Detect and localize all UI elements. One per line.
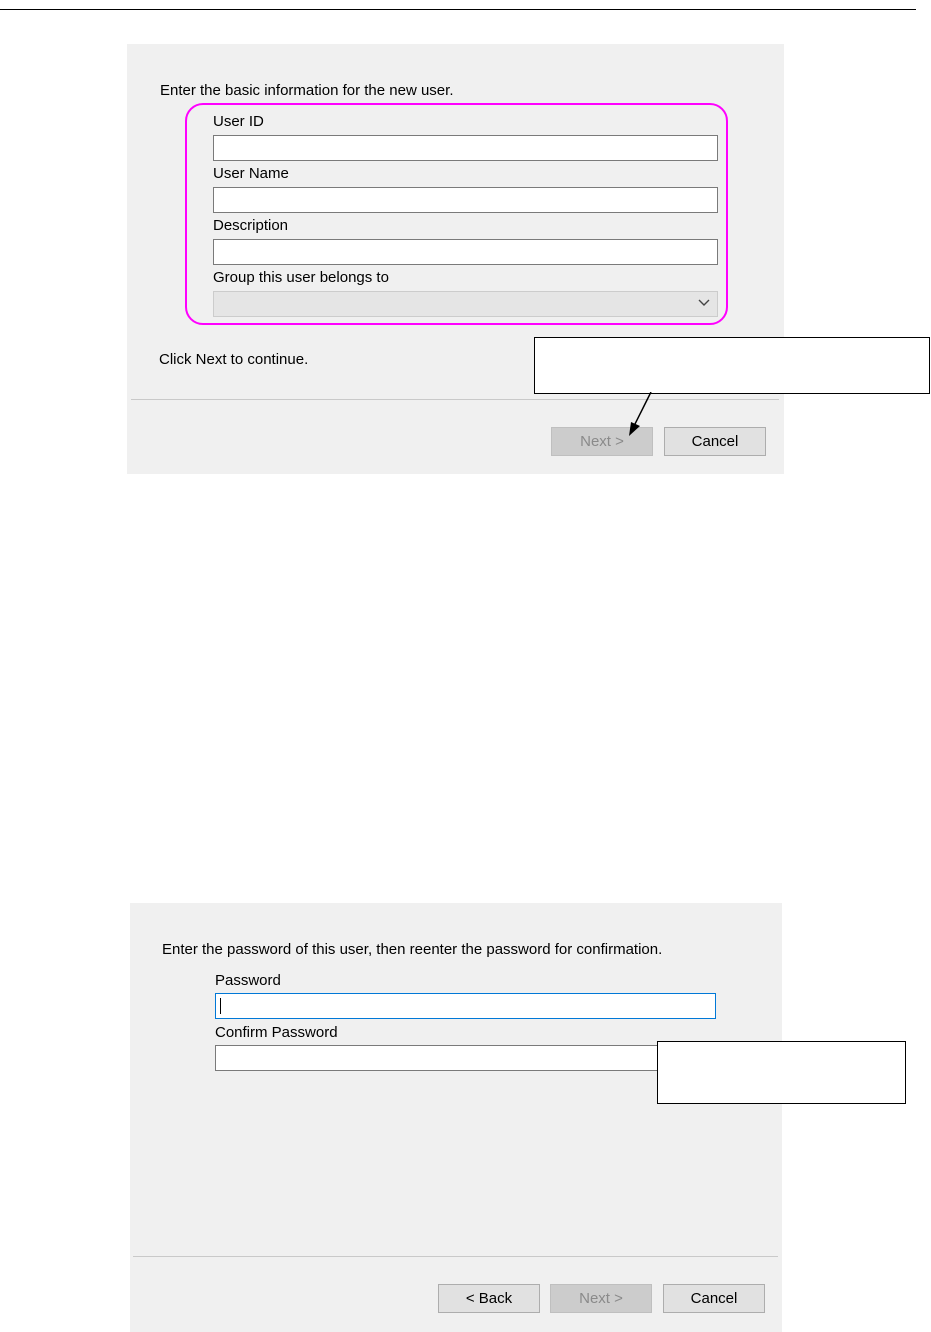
- user-name-input[interactable]: [213, 187, 718, 213]
- back-button[interactable]: < Back: [438, 1284, 540, 1313]
- password-label: Password: [215, 972, 281, 989]
- user-id-input[interactable]: [213, 135, 718, 161]
- password-input[interactable]: [215, 993, 716, 1019]
- user-id-label: User ID: [213, 113, 264, 130]
- callout-box: [534, 337, 930, 394]
- instruction-text: Enter the password of this user, then reenter the password for confirmation.: [162, 941, 663, 958]
- confirm-password-input[interactable]: [215, 1045, 716, 1071]
- new-user-basic-info-dialog: [127, 44, 784, 474]
- user-name-label: User Name: [213, 165, 289, 182]
- next-button[interactable]: Next >: [550, 1284, 652, 1313]
- arrow-icon: [620, 392, 660, 440]
- confirm-password-label: Confirm Password: [215, 1024, 338, 1041]
- password-dialog: [130, 903, 782, 1332]
- instruction-text: Enter the basic information for the new user.: [160, 82, 454, 99]
- callout-box: [657, 1041, 906, 1104]
- page-top-rule: [0, 9, 916, 10]
- footer-text: Click Next to continue.: [159, 351, 309, 368]
- chevron-down-icon: [697, 295, 711, 312]
- group-label: Group this user belongs to: [213, 269, 389, 286]
- description-input[interactable]: [213, 239, 718, 265]
- text-caret: [220, 998, 221, 1014]
- cancel-button[interactable]: Cancel: [664, 427, 766, 456]
- cancel-button[interactable]: Cancel: [663, 1284, 765, 1313]
- button-separator: [131, 399, 779, 400]
- description-label: Description: [213, 217, 289, 234]
- group-select[interactable]: [213, 291, 718, 317]
- button-separator: [133, 1256, 778, 1257]
- next-button[interactable]: Next >: [551, 427, 653, 456]
